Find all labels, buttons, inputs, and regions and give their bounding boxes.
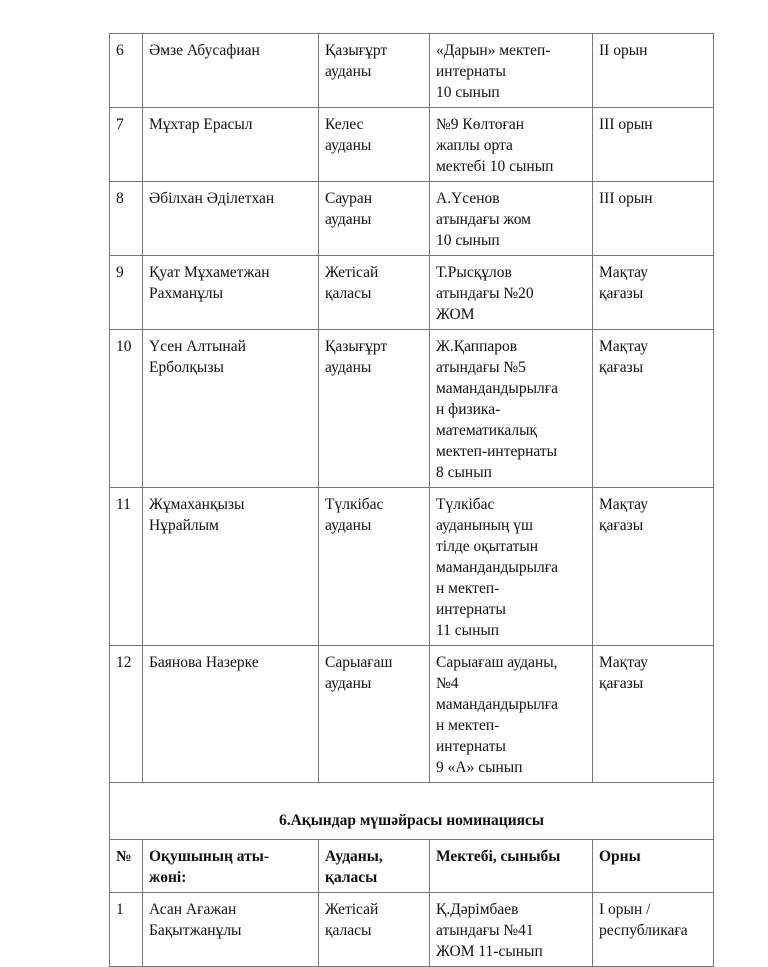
cell-place: Мақтау қағазы xyxy=(593,330,714,488)
cell-school: №9 Көлтоған жаплы орта мектебі 10 сынып xyxy=(430,108,593,182)
section-title: 6.Ақындар мүшәйрасы номинациясы xyxy=(110,783,714,840)
cell-place: Мақтау қағазы xyxy=(593,256,714,330)
section-row xyxy=(110,783,714,840)
cell-name: Мұхтар Ерасыл xyxy=(143,108,319,182)
cell-name: Асан Ағажан Бақытжанұлы xyxy=(143,893,319,967)
cell-no: 8 xyxy=(110,182,143,256)
cell-school: Түлкібас ауданының үш тілде оқытатын мамандандырылға н мектеп- интернаты 11 сынып xyxy=(430,488,593,646)
cell-district: Келес ауданы xyxy=(319,108,430,182)
results-table xyxy=(109,33,714,967)
cell-no: 6 xyxy=(110,34,143,108)
cell-school: «Дарын» мектеп- интернаты 10 сынып xyxy=(430,34,593,108)
table-row xyxy=(110,646,714,783)
cell-district: Сарыағаш ауданы xyxy=(319,646,430,783)
cell-place: I орын / республикаға xyxy=(593,893,714,967)
cell-name: Әмзе Абусафиан xyxy=(143,34,319,108)
cell-name: Әбілхан Әділетхан xyxy=(143,182,319,256)
header-name: Оқушының аты- жөні: xyxy=(143,840,319,893)
cell-place: II орын xyxy=(593,34,714,108)
cell-district: Жетісай қаласы xyxy=(319,893,430,967)
table-row xyxy=(110,330,714,488)
header-place: Орны xyxy=(593,840,714,893)
cell-school: Қ.Дәрімбаев атындағы №41 ЖОМ 11-сынып xyxy=(430,893,593,967)
cell-no: 12 xyxy=(110,646,143,783)
table-row xyxy=(110,182,714,256)
cell-place: III орын xyxy=(593,108,714,182)
cell-school: Сарыағаш ауданы, №4 мамандандырылға н мектеп- интернаты 9 «А» сынып xyxy=(430,646,593,783)
cell-no: 1 xyxy=(110,893,143,967)
table-row xyxy=(110,893,714,967)
cell-school: А.Үсенов атындағы жом 10 сынып xyxy=(430,182,593,256)
header-no: № xyxy=(110,840,143,893)
cell-place: Мақтау қағазы xyxy=(593,488,714,646)
cell-name: Үсен Алтынай Ерболқызы xyxy=(143,330,319,488)
table-row xyxy=(110,108,714,182)
cell-school: Ж.Қаппаров атындағы №5 мамандандырылға н физика- математикалық мектеп-интернаты 8 сынып xyxy=(430,330,593,488)
cell-name: Қуат Мұхаметжан Рахманұлы xyxy=(143,256,319,330)
cell-district: Сауран ауданы xyxy=(319,182,430,256)
cell-district: Қазығұрт ауданы xyxy=(319,330,430,488)
cell-no: 11 xyxy=(110,488,143,646)
header-row xyxy=(110,840,714,893)
cell-name: Жұмаханқызы Нұрайлым xyxy=(143,488,319,646)
cell-district: Жетісай қаласы xyxy=(319,256,430,330)
cell-no: 10 xyxy=(110,330,143,488)
cell-school: Т.Рысқұлов атындағы №20 ЖОМ xyxy=(430,256,593,330)
header-school: Мектебі, сыныбы xyxy=(430,840,593,893)
table-row xyxy=(110,256,714,330)
table-row xyxy=(110,34,714,108)
cell-no: 9 xyxy=(110,256,143,330)
table-row xyxy=(110,488,714,646)
cell-district: Қазығұрт ауданы xyxy=(319,34,430,108)
cell-name: Баянова Назерке xyxy=(143,646,319,783)
cell-place: III орын xyxy=(593,182,714,256)
cell-district: Түлкібас ауданы xyxy=(319,488,430,646)
header-district: Ауданы, қаласы xyxy=(319,840,430,893)
cell-no: 7 xyxy=(110,108,143,182)
cell-place: Мақтау қағазы xyxy=(593,646,714,783)
